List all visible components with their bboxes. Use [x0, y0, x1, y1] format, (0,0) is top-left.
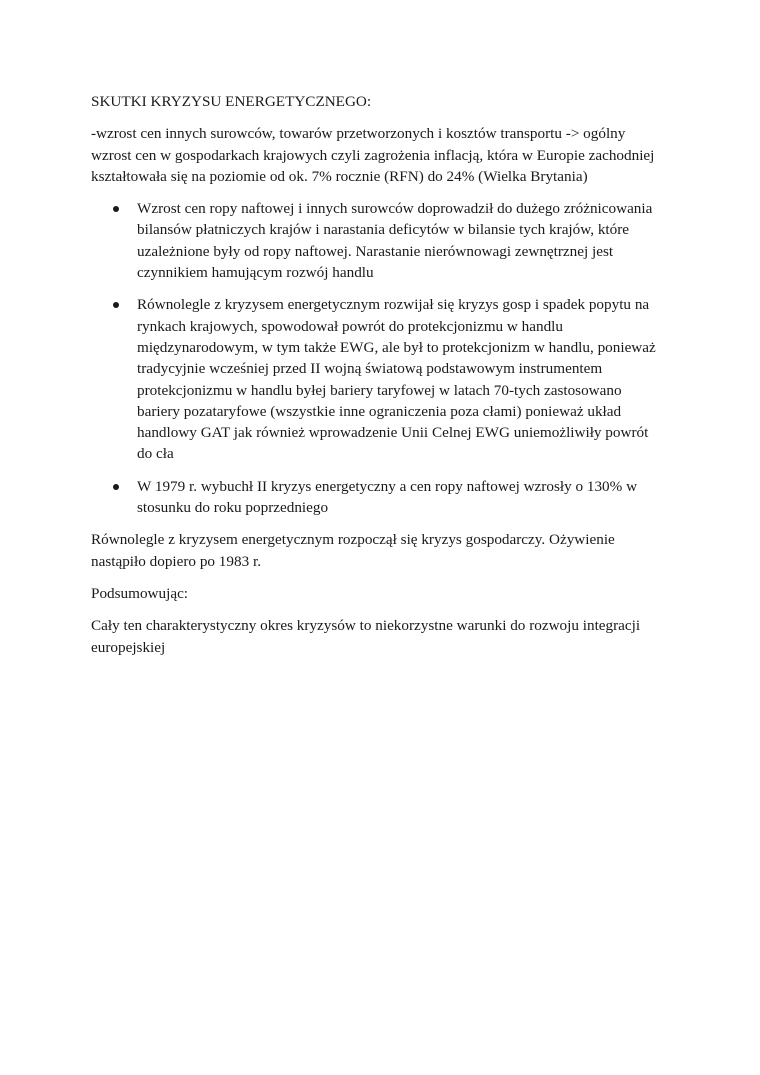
document-title: SKUTKI KRYZYSU ENERGETYCZNEGO: — [91, 93, 372, 110]
list-item-text: Wzrost cen ropy naftowej i innych surowców doprowadził do dużego zróżnicowania bilansów płatniczych krajów i narastania deficytów w bilansie tych krajów, które uzależnione były od ropy naftowej. Narastanie nierównowagi zewnętrznej jest czynnikiem hamującym rozwój handlu — [137, 200, 653, 282]
list-item — [91, 294, 666, 464]
bullet-icon — [113, 484, 119, 490]
bullet-list — [91, 198, 666, 518]
list-item — [91, 198, 666, 283]
summary-paragraph: Cały ten charakterystyczny okres kryzysów to niekorzystne warunki do rozwoju integracji europejskiej — [91, 617, 641, 656]
document-page — [91, 91, 666, 669]
bullet-icon — [113, 206, 119, 212]
summary-heading: Podsumowując: — [91, 584, 189, 602]
bullet-icon — [113, 302, 119, 308]
list-item — [91, 476, 666, 519]
list-item-text: Równolegle z kryzysem energetycznym rozwijał się kryzys gosp i spadek popytu na rynkach krajowych, spowodował powrót do protekcjonizmu w handlu międzynarodowym, w tym także EWG, ale był to protekcjonizm w handlu, ponieważ tradycyjnie wcześniej przed II wojną światową podstawowym instrumentem protekcjonizmu w handlu byłej bariery taryfowej w latach 70-tych zastosowano bariery pozataryfowe (wszystkie inne ograniczenia poza cłami) ponieważ układ handlowy GAT jak również wprowadzenie Unii Celnej EWG uniemożliwiły powrót do cła — [137, 296, 656, 463]
body-paragraph: Równolegle z kryzysem energetycznym rozpoczął się kryzys gospodarczy. Ożywienie nastąpiło dopiero po 1983 r. — [91, 531, 615, 570]
list-item-text: W 1979 r. wybuchł II kryzys energetyczny a cen ropy naftowej wzrosły o 130% w stosunku do roku poprzedniego — [137, 477, 638, 517]
intro-paragraph: -wzrost cen innych surowców, towarów przetworzonych i kosztów transportu -> ogólny wzrost cen w gospodarkach krajowych czyli zagrożenia inflacją, która w Europie zachodniej kształtowała się na poziomie od ok. 7% rocznie (RFN) do 24% (Wielka Brytania) — [91, 125, 655, 185]
